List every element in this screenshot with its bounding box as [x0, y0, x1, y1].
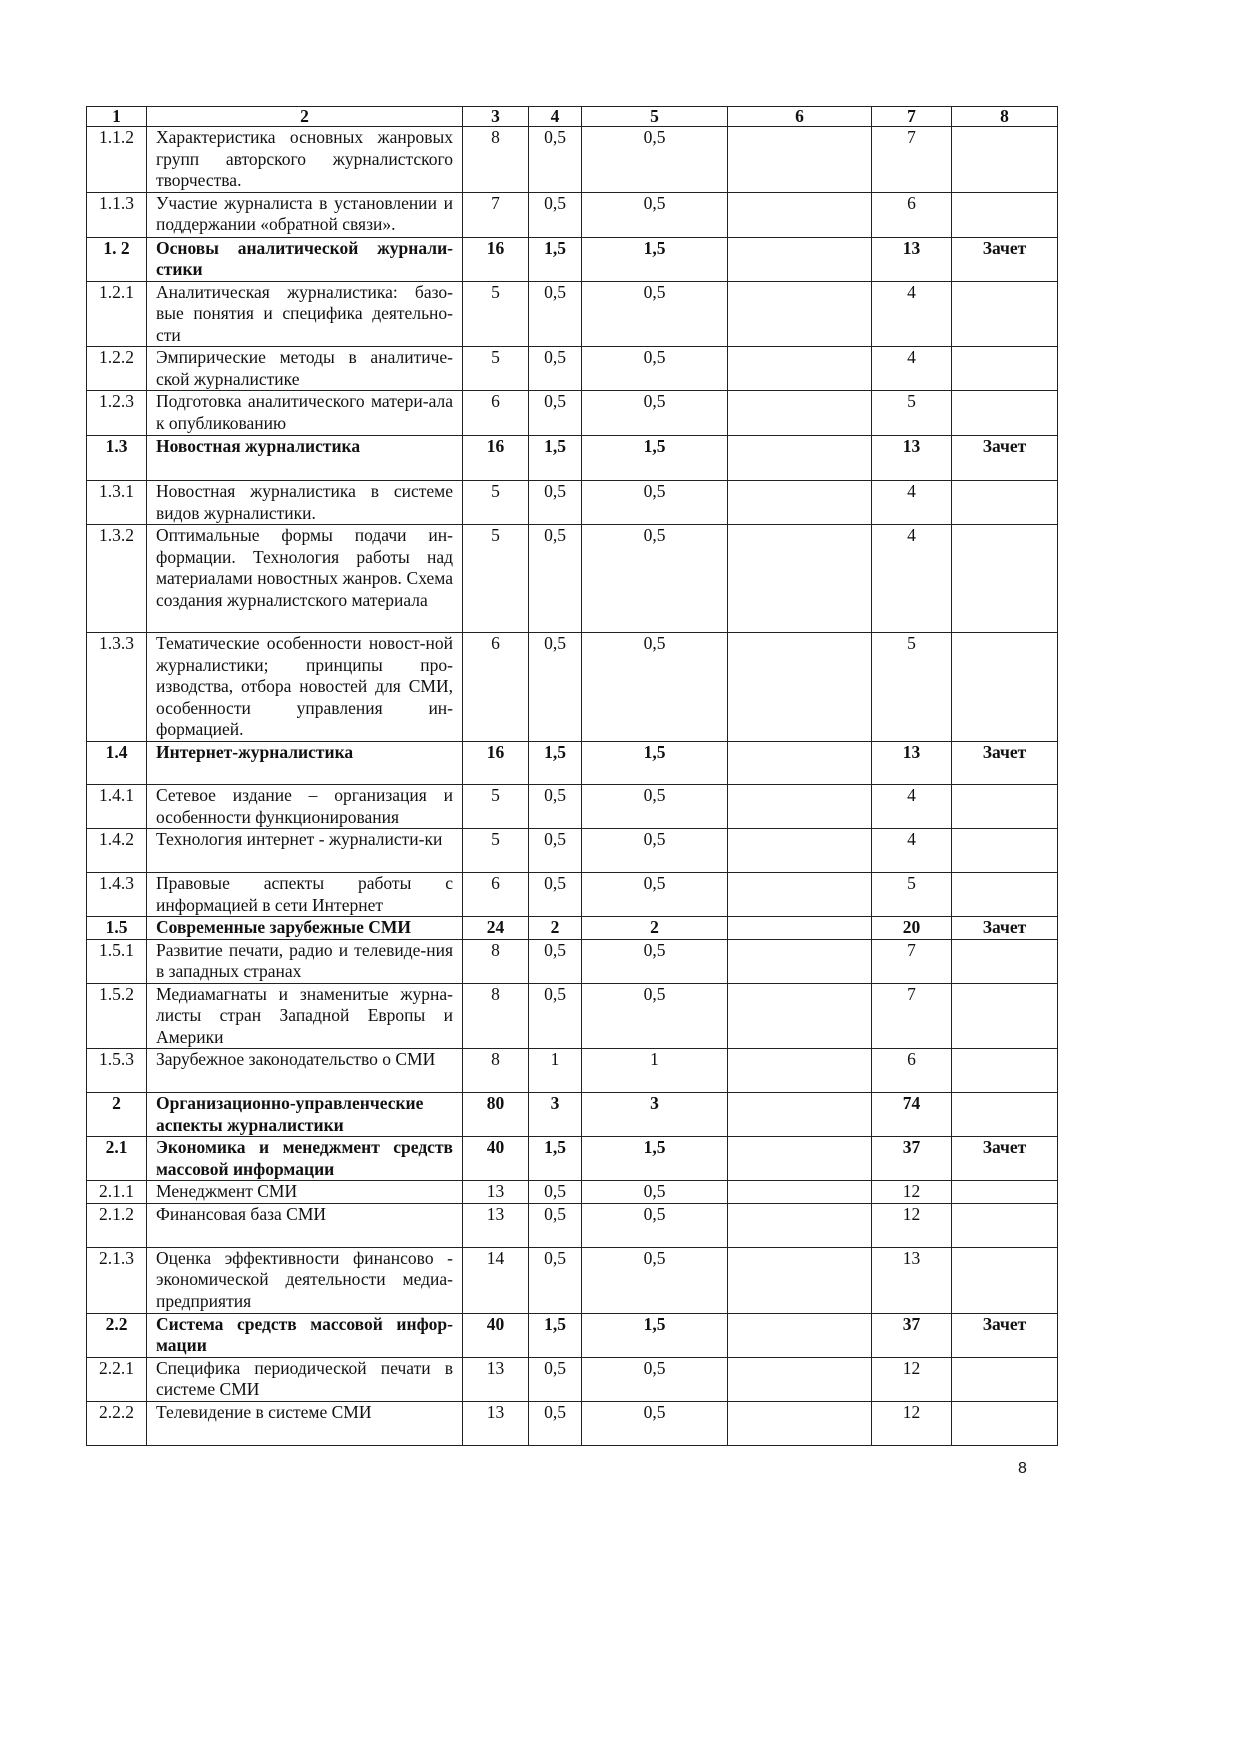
col-7-cell: 37	[872, 1313, 952, 1357]
total-hours-cell: 5	[463, 829, 529, 873]
total-hours-cell: 14	[463, 1247, 529, 1313]
table-row	[87, 1049, 1058, 1093]
assessment-cell	[952, 1357, 1058, 1401]
header-cell: 6	[728, 107, 872, 127]
col-7-cell: 7	[872, 127, 952, 193]
topic-title-cell: Экономика и менеджмент средств массовой информации	[147, 1137, 463, 1181]
col-7-cell: 13	[872, 742, 952, 785]
section-number-cell: 1.5	[87, 917, 147, 940]
col-4-cell: 3	[529, 1093, 582, 1137]
table-row	[87, 347, 1058, 391]
total-hours-cell: 5	[463, 347, 529, 391]
section-number-cell: 1.1.3	[87, 192, 147, 237]
col-5-cell: 0,5	[582, 983, 728, 1049]
col-4-cell: 2	[529, 917, 582, 940]
col-4-cell: 0,5	[529, 281, 582, 347]
assessment-cell	[952, 127, 1058, 193]
topic-title-cell: Подготовка аналитического матери-ала к опубликованию	[147, 391, 463, 436]
section-number-cell: 1.3	[87, 436, 147, 481]
col-7-cell: 6	[872, 1049, 952, 1093]
col-4-cell: 1	[529, 1049, 582, 1093]
assessment-cell	[952, 391, 1058, 436]
col-7-cell: 37	[872, 1137, 952, 1181]
topic-title-cell: Специфика периодической печати в системе СМИ	[147, 1357, 463, 1401]
section-number-cell: 1.3.3	[87, 633, 147, 742]
section-number-cell: 1.5.3	[87, 1049, 147, 1093]
col-7-cell: 12	[872, 1401, 952, 1445]
col-4-cell: 0,5	[529, 481, 582, 525]
total-hours-cell: 6	[463, 873, 529, 917]
col-5-cell: 0,5	[582, 939, 728, 983]
header-cell: 5	[582, 107, 728, 127]
col-7-cell: 4	[872, 281, 952, 347]
col-4-cell: 0,5	[529, 347, 582, 391]
total-hours-cell: 13	[463, 1357, 529, 1401]
col-5-cell: 0,5	[582, 481, 728, 525]
assessment-cell	[952, 873, 1058, 917]
col-4-cell: 0,5	[529, 1401, 582, 1445]
col-6-cell	[728, 742, 872, 785]
section-number-cell: 1.4	[87, 742, 147, 785]
table-row	[87, 873, 1058, 917]
table-row	[87, 1401, 1058, 1445]
table-row	[87, 237, 1058, 281]
col-6-cell	[728, 1401, 872, 1445]
col-7-cell: 13	[872, 1247, 952, 1313]
topic-title-cell: Характеристика основных жанровых групп авторского журналистского творчества.	[147, 127, 463, 193]
col-7-cell: 4	[872, 829, 952, 873]
col-6-cell	[728, 785, 872, 829]
header-cell: 4	[529, 107, 582, 127]
col-7-cell: 4	[872, 481, 952, 525]
col-6-cell	[728, 1357, 872, 1401]
section-number-cell: 1.5.2	[87, 983, 147, 1049]
table-row	[87, 436, 1058, 481]
section-number-cell: 2.1.3	[87, 1247, 147, 1313]
topic-title-cell: Новостная журналистика	[147, 436, 463, 481]
col-4-cell: 0,5	[529, 633, 582, 742]
topic-title-cell: Интернет-журналистика	[147, 742, 463, 785]
col-5-cell: 1,5	[582, 436, 728, 481]
col-7-cell: 4	[872, 525, 952, 633]
col-6-cell	[728, 1313, 872, 1357]
col-6-cell	[728, 347, 872, 391]
assessment-cell	[952, 525, 1058, 633]
col-5-cell: 0,5	[582, 1401, 728, 1445]
assessment-cell: Зачет	[952, 436, 1058, 481]
col-4-cell: 1,5	[529, 436, 582, 481]
topic-title-cell: Участие журналиста в установлении и поддержании «обратной связи».	[147, 192, 463, 237]
col-5-cell: 0,5	[582, 525, 728, 633]
table-row	[87, 1093, 1058, 1137]
table-row	[87, 983, 1058, 1049]
total-hours-cell: 8	[463, 1049, 529, 1093]
col-6-cell	[728, 1137, 872, 1181]
assessment-cell	[952, 983, 1058, 1049]
assessment-cell	[952, 481, 1058, 525]
col-6-cell	[728, 481, 872, 525]
assessment-cell	[952, 1401, 1058, 1445]
table-row	[87, 1137, 1058, 1181]
col-6-cell	[728, 237, 872, 281]
col-5-cell: 1,5	[582, 742, 728, 785]
section-number-cell: 1.3.1	[87, 481, 147, 525]
table-row	[87, 633, 1058, 742]
section-number-cell: 2.2	[87, 1313, 147, 1357]
table-row	[87, 917, 1058, 940]
section-number-cell: 1.4.2	[87, 829, 147, 873]
col-6-cell	[728, 633, 872, 742]
table-row	[87, 742, 1058, 785]
col-5-cell: 1	[582, 1049, 728, 1093]
col-7-cell: 13	[872, 436, 952, 481]
assessment-cell	[952, 1049, 1058, 1093]
col-4-cell: 0,5	[529, 873, 582, 917]
col-5-cell: 0,5	[582, 785, 728, 829]
col-7-cell: 6	[872, 192, 952, 237]
section-number-cell: 1.2.3	[87, 391, 147, 436]
col-6-cell	[728, 1181, 872, 1204]
section-number-cell: 1.1.2	[87, 127, 147, 193]
col-7-cell: 12	[872, 1181, 952, 1204]
table-row	[87, 481, 1058, 525]
total-hours-cell: 5	[463, 281, 529, 347]
col-7-cell: 74	[872, 1093, 952, 1137]
topic-title-cell: Современные зарубежные СМИ	[147, 917, 463, 940]
total-hours-cell: 6	[463, 633, 529, 742]
col-5-cell: 0,5	[582, 1357, 728, 1401]
col-7-cell: 12	[872, 1357, 952, 1401]
col-7-cell: 12	[872, 1203, 952, 1247]
col-5-cell: 0,5	[582, 1203, 728, 1247]
col-7-cell: 13	[872, 237, 952, 281]
assessment-cell: Зачет	[952, 917, 1058, 940]
col-4-cell: 0,5	[529, 1247, 582, 1313]
table-row	[87, 281, 1058, 347]
table-row	[87, 127, 1058, 193]
topic-title-cell: Аналитическая журналистика: базо-вые понятия и специфика деятельно-сти	[147, 281, 463, 347]
topic-title-cell: Медиамагнаты и знаменитые журна-листы стран Западной Европы и Америки	[147, 983, 463, 1049]
col-4-cell: 0,5	[529, 1357, 582, 1401]
section-number-cell: 2.1.1	[87, 1181, 147, 1204]
section-number-cell: 2.1	[87, 1137, 147, 1181]
assessment-cell	[952, 1203, 1058, 1247]
col-5-cell: 3	[582, 1093, 728, 1137]
total-hours-cell: 5	[463, 481, 529, 525]
section-number-cell: 2	[87, 1093, 147, 1137]
total-hours-cell: 8	[463, 127, 529, 193]
col-5-cell: 1,5	[582, 1313, 728, 1357]
header-cell: 8	[952, 107, 1058, 127]
table-row	[87, 1247, 1058, 1313]
assessment-cell	[952, 192, 1058, 237]
table-row	[87, 939, 1058, 983]
col-4-cell: 0,5	[529, 127, 582, 193]
assessment-cell	[952, 829, 1058, 873]
topic-title-cell: Эмпирические методы в аналитиче-ской журналистике	[147, 347, 463, 391]
total-hours-cell: 5	[463, 525, 529, 633]
col-7-cell: 4	[872, 785, 952, 829]
topic-title-cell: Оптимальные формы подачи ин-формации. Технология работы над материалами новостных жанров. Схема создания журналистского материала	[147, 525, 463, 633]
col-6-cell	[728, 1203, 872, 1247]
total-hours-cell: 6	[463, 391, 529, 436]
total-hours-cell: 24	[463, 917, 529, 940]
total-hours-cell: 40	[463, 1137, 529, 1181]
total-hours-cell: 13	[463, 1401, 529, 1445]
topic-title-cell: Развитие печати, радио и телевиде-ния в западных странах	[147, 939, 463, 983]
col-5-cell: 1,5	[582, 237, 728, 281]
assessment-cell	[952, 1181, 1058, 1204]
topic-title-cell: Телевидение в системе СМИ	[147, 1401, 463, 1445]
topic-title-cell: Основы аналитической журнали-стики	[147, 237, 463, 281]
col-5-cell: 0,5	[582, 127, 728, 193]
total-hours-cell: 80	[463, 1093, 529, 1137]
section-number-cell: 2.1.2	[87, 1203, 147, 1247]
col-5-cell: 2	[582, 917, 728, 940]
col-6-cell	[728, 436, 872, 481]
total-hours-cell: 8	[463, 983, 529, 1049]
page-number: 8	[1018, 1460, 1027, 1477]
col-6-cell	[728, 1093, 872, 1137]
table-row	[87, 192, 1058, 237]
total-hours-cell: 16	[463, 742, 529, 785]
assessment-cell: Зачет	[952, 1313, 1058, 1357]
section-number-cell: 1.2.1	[87, 281, 147, 347]
header-cell: 1	[87, 107, 147, 127]
col-4-cell: 0,5	[529, 1203, 582, 1247]
header-row	[87, 107, 1058, 127]
topic-title-cell: Новостная журналистика в системе видов журналистики.	[147, 481, 463, 525]
col-6-cell	[728, 1247, 872, 1313]
col-5-cell: 1,5	[582, 1137, 728, 1181]
col-4-cell: 1,5	[529, 742, 582, 785]
header-cell: 3	[463, 107, 529, 127]
col-4-cell: 1,5	[529, 1137, 582, 1181]
table-row	[87, 1203, 1058, 1247]
col-7-cell: 5	[872, 391, 952, 436]
col-5-cell: 0,5	[582, 347, 728, 391]
col-6-cell	[728, 939, 872, 983]
topic-title-cell: Оценка эффективности финансово - экономической деятельности медиа-предприятия	[147, 1247, 463, 1313]
total-hours-cell: 8	[463, 939, 529, 983]
assessment-cell	[952, 785, 1058, 829]
total-hours-cell: 5	[463, 785, 529, 829]
col-4-cell: 0,5	[529, 785, 582, 829]
table-row	[87, 785, 1058, 829]
assessment-cell: Зачет	[952, 1137, 1058, 1181]
total-hours-cell: 7	[463, 192, 529, 237]
col-5-cell: 0,5	[582, 1181, 728, 1204]
col-6-cell	[728, 127, 872, 193]
total-hours-cell: 13	[463, 1203, 529, 1247]
section-number-cell: 1.4.3	[87, 873, 147, 917]
col-4-cell: 0,5	[529, 1181, 582, 1204]
col-5-cell: 0,5	[582, 281, 728, 347]
curriculum-table	[86, 106, 1058, 1446]
col-7-cell: 4	[872, 347, 952, 391]
assessment-cell: Зачет	[952, 237, 1058, 281]
section-number-cell: 2.2.1	[87, 1357, 147, 1401]
col-5-cell: 0,5	[582, 633, 728, 742]
section-number-cell: 1. 2	[87, 237, 147, 281]
col-7-cell: 5	[872, 633, 952, 742]
topic-title-cell: Технология интернет - журналисти-ки	[147, 829, 463, 873]
col-6-cell	[728, 281, 872, 347]
col-4-cell: 0,5	[529, 983, 582, 1049]
col-4-cell: 1,5	[529, 1313, 582, 1357]
col-5-cell: 0,5	[582, 829, 728, 873]
col-7-cell: 5	[872, 873, 952, 917]
topic-title-cell: Сетевое издание – организация и особенности функционирования	[147, 785, 463, 829]
total-hours-cell: 40	[463, 1313, 529, 1357]
assessment-cell	[952, 281, 1058, 347]
topic-title-cell: Финансовая база СМИ	[147, 1203, 463, 1247]
assessment-cell	[952, 1093, 1058, 1137]
col-5-cell: 0,5	[582, 192, 728, 237]
col-4-cell: 0,5	[529, 525, 582, 633]
col-6-cell	[728, 525, 872, 633]
col-6-cell	[728, 391, 872, 436]
total-hours-cell: 13	[463, 1181, 529, 1204]
total-hours-cell: 16	[463, 237, 529, 281]
col-7-cell: 20	[872, 917, 952, 940]
topic-title-cell: Организационно-управленческие аспекты журналистики	[147, 1093, 463, 1137]
section-number-cell: 2.2.2	[87, 1401, 147, 1445]
col-6-cell	[728, 873, 872, 917]
table-row	[87, 391, 1058, 436]
topic-title-cell: Зарубежное законодательство о СМИ	[147, 1049, 463, 1093]
col-6-cell	[728, 917, 872, 940]
assessment-cell: Зачет	[952, 742, 1058, 785]
col-4-cell: 0,5	[529, 192, 582, 237]
col-4-cell: 0,5	[529, 939, 582, 983]
col-5-cell: 0,5	[582, 873, 728, 917]
col-4-cell: 0,5	[529, 829, 582, 873]
col-5-cell: 0,5	[582, 1247, 728, 1313]
header-cell: 2	[147, 107, 463, 127]
table-row	[87, 829, 1058, 873]
topic-title-cell: Правовые аспекты работы с информацией в сети Интернет	[147, 873, 463, 917]
section-number-cell: 1.2.2	[87, 347, 147, 391]
assessment-cell	[952, 633, 1058, 742]
assessment-cell	[952, 939, 1058, 983]
col-6-cell	[728, 983, 872, 1049]
table-row	[87, 1357, 1058, 1401]
section-number-cell: 1.4.1	[87, 785, 147, 829]
assessment-cell	[952, 1247, 1058, 1313]
section-number-cell: 1.3.2	[87, 525, 147, 633]
topic-title-cell: Тематические особенности новост-ной журналистики; принципы про-изводства, отбора новостей для СМИ, особенности управления ин-формацией.	[147, 633, 463, 742]
table-row	[87, 1181, 1058, 1204]
col-7-cell: 7	[872, 939, 952, 983]
col-4-cell: 0,5	[529, 391, 582, 436]
topic-title-cell: Система средств массовой инфор-мации	[147, 1313, 463, 1357]
topic-title-cell: Менеджмент СМИ	[147, 1181, 463, 1204]
col-4-cell: 1,5	[529, 237, 582, 281]
col-6-cell	[728, 192, 872, 237]
col-5-cell: 0,5	[582, 391, 728, 436]
col-7-cell: 7	[872, 983, 952, 1049]
col-6-cell	[728, 829, 872, 873]
table-row	[87, 1313, 1058, 1357]
total-hours-cell: 16	[463, 436, 529, 481]
section-number-cell: 1.5.1	[87, 939, 147, 983]
header-cell: 7	[872, 107, 952, 127]
table-row	[87, 525, 1058, 633]
col-6-cell	[728, 1049, 872, 1093]
assessment-cell	[952, 347, 1058, 391]
